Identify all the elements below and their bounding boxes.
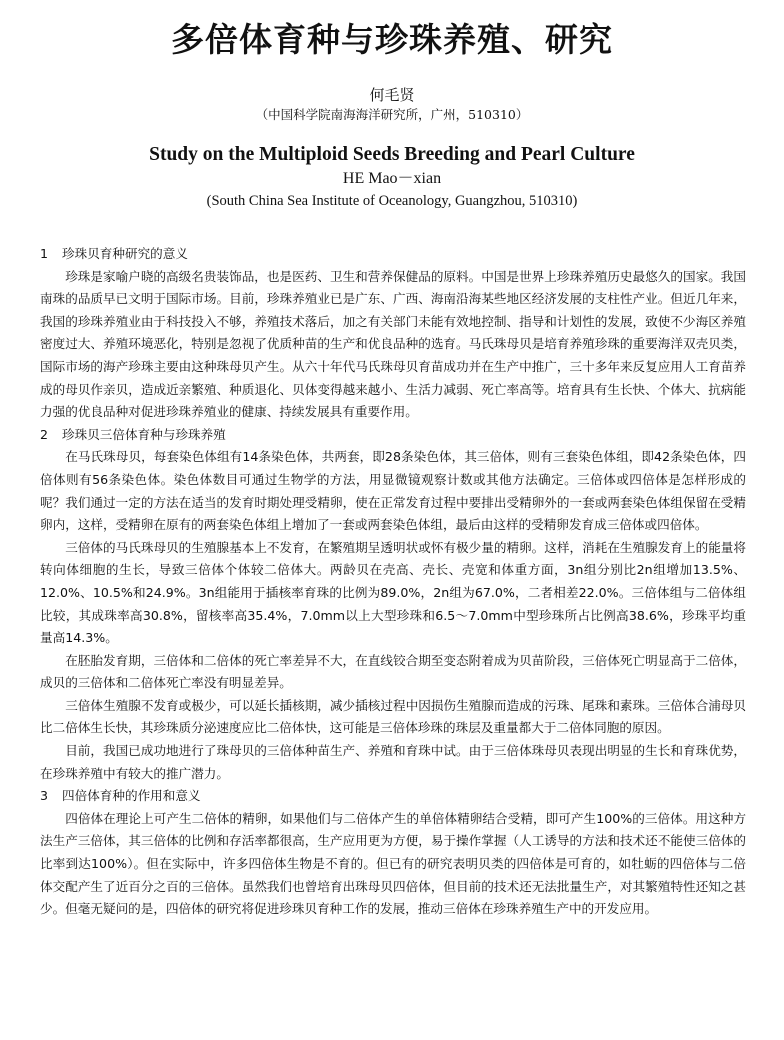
paragraph: 三倍体的马氏珠母贝的生殖腺基本上不发育，在繁殖期呈透明状或怀有极少量的精卵。这样，消耗在生殖腺发育上的能量将转向体细胞的生长，导致三倍体个体较二倍体大。两龄贝在壳高、壳长、壳宽和体重方面，3n组分别比2n组增加13.5%、12.0%、10.5%和24.9%。3n组能用于插核率育珠的比例为89.0%，2n组为67.0%，二者相差22.0%。三倍体组与二倍体组比较，其成珠率高30.8%，留核率高35.4%，7.0mm以上大型珍珠和6.5～7.0mm中型珍珠所占比例高38.6%，珍珠平均重量高14.3%。 bbox=[40, 539, 746, 646]
section-title: 珍珠贝育种研究的意义 bbox=[62, 246, 188, 261]
paragraph: 珍珠是家喻户晓的高级名贵装饰品，也是医药、卫生和营养保健品的原料。中国是世界上珍珠养殖历史最悠久的国家。我国南珠的品质早已文明于国际市场。目前，珍珠养殖业已是广东、广西、海南沿海某些地区经济发展的支柱性产业。但近几年来，我国的珍珠养殖业由于科技投入不够，养殖技术落后，加之有关部门未能有效地控制、指导和计划性的发展，致使不少海区养殖密度过大、养殖环境恶化，特别是忽视了优质种苗的生产和优良品种的选育。马氏珠母贝是培育养殖珍珠的重要海洋双壳贝类，国际市场的海产珍珠主要由这种珠母贝产生。从六十年代马氏珠母贝育苗成功并在生产中推广，三十多年来反复应用人工育苗养成的母贝作亲贝，造成近亲繁殖、种质退化、贝体变得越来越小、生活力减弱、死亡率高等。培育具有生长快、个体大、抗病能力强的优良品种对促进珍珠养殖业的健康、持续发展具有重要作用。 bbox=[40, 268, 746, 420]
section-title: 四倍体育种的作用和意义 bbox=[62, 788, 201, 804]
section-2 bbox=[40, 424, 746, 786]
author-chinese: 何毛贤 bbox=[369, 86, 415, 104]
section-title: 珍珠贝三倍体育种与珍珠养殖 bbox=[62, 426, 226, 442]
section-heading bbox=[40, 785, 746, 808]
affiliation-english: (South China Sea Institute of Oceanology, Guangzhou, 510310) bbox=[206, 193, 578, 209]
section-heading bbox=[40, 243, 746, 266]
affiliation-chinese: （中国科学院南海海洋研究所，广州，510310） bbox=[255, 107, 529, 122]
section-number: 3 bbox=[40, 788, 49, 804]
paragraph: 在马氏珠母贝，每套染色体组有14条染色体，共两套，即28条染色体，其三倍体，则有三套染色体组，即42条染色体，四倍体则有56条染色体。染色体数目可通过生物学的方法，用显微镜观察计数或其他方法确定。三倍体或四倍体是怎样形成的呢？我们通过一定的方法在适当的发育时期处理受精卵，使在正常发育过程中要排出受精卵外的一套或两套染色体组保留在受精卵内，这样，受精卵在原有的两套染色体组上增加了一套或两套染色体组，最后由这样的受精卵发育成三倍体或四倍体。 bbox=[40, 449, 746, 533]
section-3 bbox=[40, 785, 746, 921]
section-heading bbox=[40, 424, 746, 447]
paragraph: 目前，我国已成功地进行了珠母贝的三倍体种苗生产、养殖和育珠中试。由于三倍体珠母贝表现出明显的生长和育珠优势，在珍珠养殖中有较大的推广潜力。 bbox=[40, 743, 746, 781]
section-number: 1 bbox=[40, 246, 49, 261]
paragraph: 三倍体生殖腺不发育或极少，可以延长插核期，减少插核过程中因损伤生殖腺而造成的污珠、尾珠和素珠。三倍体合浦母贝比二倍体生长快，其珍珠质分泌速度应比二倍体快，这可能是三倍体珍珠的珠层及重量都大于二倍体同胞的原因。 bbox=[40, 697, 746, 736]
author-english: HE Mao－xian bbox=[342, 170, 442, 187]
title-chinese: 多倍体育种与珍珠养殖、研究 bbox=[171, 20, 613, 59]
section-1 bbox=[40, 243, 746, 424]
section-number: 2 bbox=[40, 426, 49, 442]
article-body bbox=[40, 243, 746, 921]
paragraph: 四倍体在理论上可产生二倍体的精卵，如果他们与二倍体产生的单倍体精卵结合受精，即可产生100%的三倍体。用这种方法生产三倍体，其三倍体的比例和存活率都很高，生产应用更为方便，易于操作掌握（人工诱导的方法和技术还不能使三倍体的比率到达100%）。但在实际中，许多四倍体生物是不育的。但已有的研究表明贝类的四倍体是可育的，如牡蛎的四倍体与二倍体交配产生了近百分之百的三倍体。虽然我们也曾培育出珠母贝四倍体，但目前的技术还无法批量生产，对其繁殖特性还知之甚少。但毫无疑问的是，四倍体的研究将促进珍珠贝育种工作的发展，推动三倍体在珍珠养殖生产中的开发应用。 bbox=[40, 810, 746, 917]
title-english: Study on the Multiploid Seeds Breeding and Pearl Culture bbox=[149, 144, 635, 165]
paragraph: 在胚胎发育期，三倍体和二倍体的死亡率差异不大，在直线铰合期至变态附着成为贝苗阶段，三倍体死亡明显高于二倍体，成贝的三倍体和二倍体死亡率没有明显差异。 bbox=[40, 652, 746, 691]
